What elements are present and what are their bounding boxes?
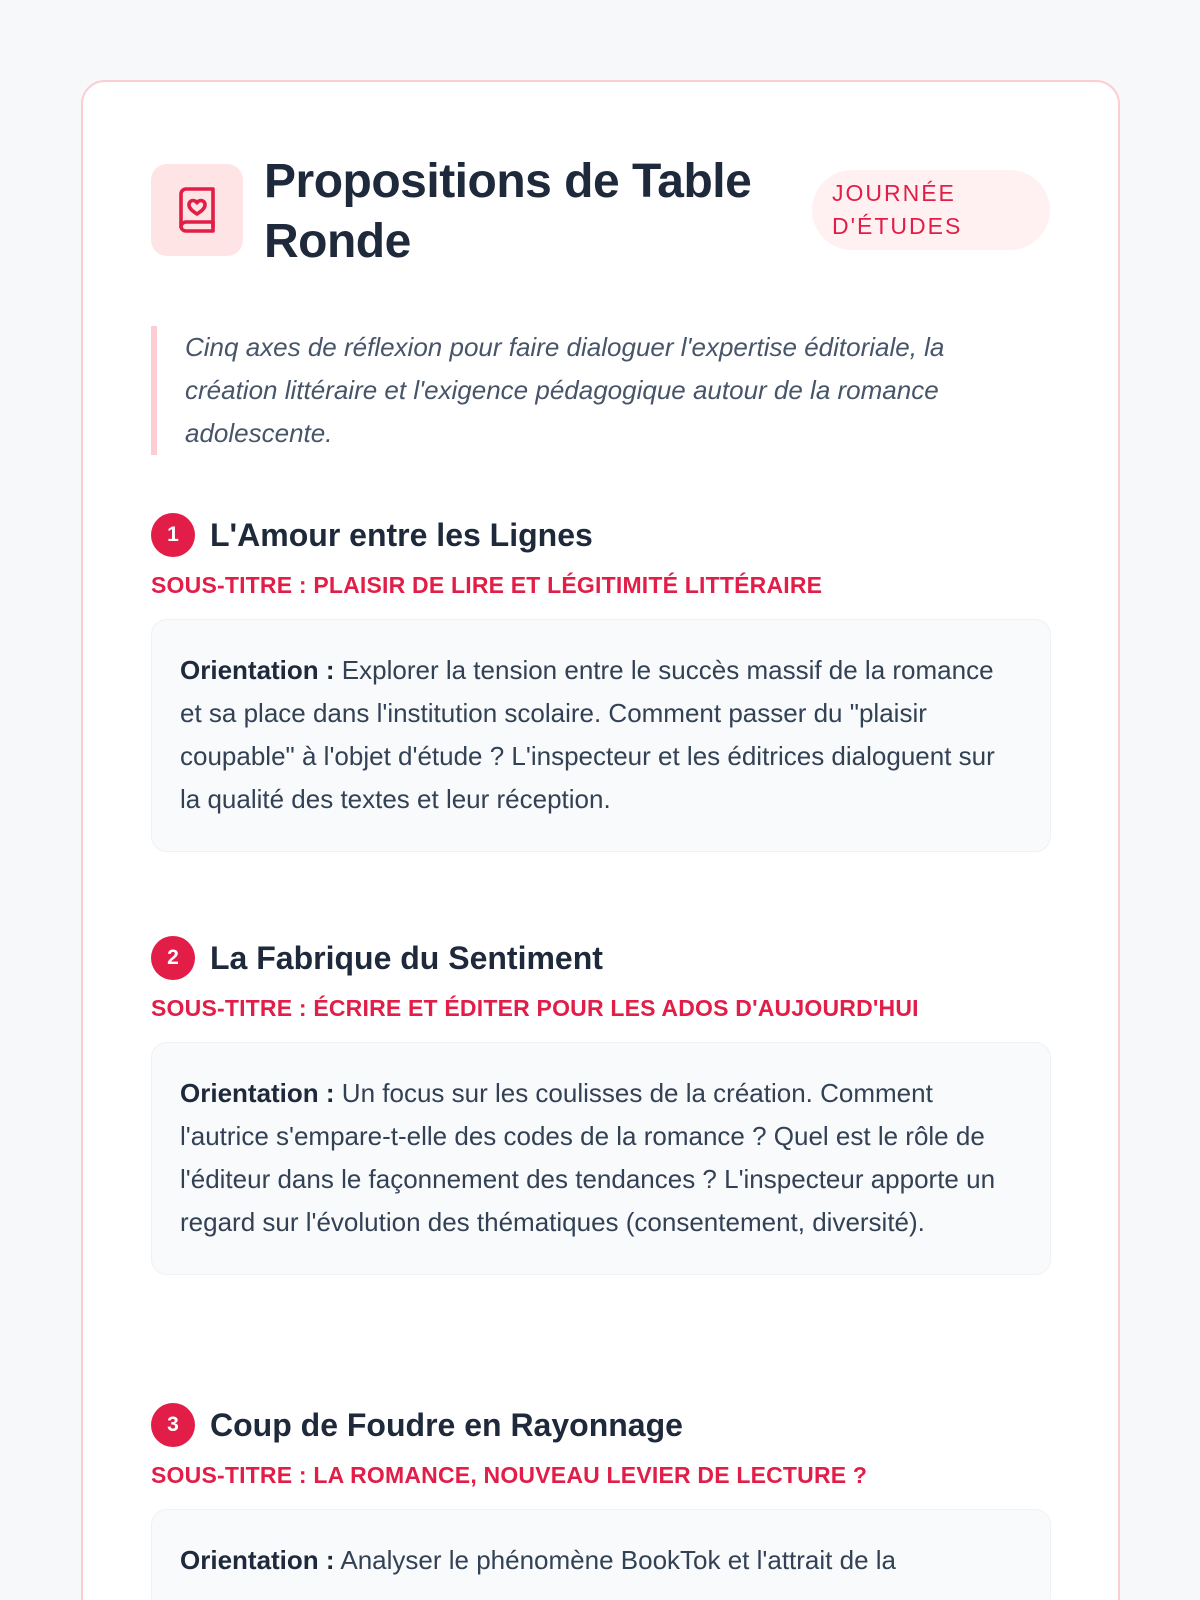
section-2 [151, 935, 1051, 1275]
main-card [81, 80, 1120, 1600]
orientation-text: Analyser le phénomène BookTok et l'attrait de la [340, 1545, 896, 1575]
badge-line-1: JOURNÉE [832, 180, 956, 206]
orientation-box [151, 1509, 1051, 1600]
book-heart-icon [151, 164, 243, 256]
section-header [151, 935, 1051, 981]
section-header [151, 512, 1051, 558]
section-3 [151, 1402, 1051, 1600]
orientation-label: Orientation : [180, 1078, 335, 1108]
section-title: La Fabrique du Sentiment [210, 939, 603, 976]
orientation-box [151, 1042, 1051, 1275]
orientation-label: Orientation : [180, 1545, 335, 1575]
section-subtitle: SOUS-TITRE : PLAISIR DE LIRE ET LÉGITIMITÉ LITTÉRAIRE [151, 572, 823, 598]
orientation-label: Orientation : [180, 655, 335, 685]
orientation-text: Explorer la tension entre le succès massif de la romance et sa place dans l'institution scolaire. Comment passer du "plaisir coupable" à l'objet d'étude ? L'inspecteur et les éditrices dialoguent sur la qualité des textes et leur réception. [180, 655, 995, 814]
section-title: Coup de Foudre en Rayonnage [210, 1406, 683, 1443]
section-title: L'Amour entre les Lignes [210, 516, 593, 553]
section-subtitle: SOUS-TITRE : ÉCRIRE ET ÉDITER POUR LES ADOS D'AUJOURD'HUI [151, 995, 919, 1021]
event-type-badge [812, 170, 1050, 250]
header [151, 152, 1050, 272]
orientation-text: Un focus sur les coulisses de la création. Comment l'autrice s'empare-t-elle des codes de la romance ? Quel est le rôle de l'éditeur dans le façonnement des tendances ? L'inspecteur apporte un regard sur l'évolution des thématiques (consentement, diversité). [180, 1078, 996, 1237]
page-title: Propositions de Table Ronde [264, 155, 752, 268]
section-header [151, 1402, 1051, 1448]
badge-line-2: D'ÉTUDES [832, 213, 963, 239]
section-number-badge: 3 [151, 1403, 195, 1447]
section-number-badge: 1 [151, 513, 195, 557]
orientation-box [151, 619, 1051, 852]
section-number-badge: 2 [151, 936, 195, 980]
section-subtitle: SOUS-TITRE : LA ROMANCE, NOUVEAU LEVIER DE LECTURE ? [151, 1462, 868, 1488]
section-1 [151, 512, 1051, 852]
intro-quote: Cinq axes de réflexion pour faire dialoguer l'expertise éditoriale, la création littéraire et l'exigence pédagogique autour de la romance adolescente. [151, 326, 1031, 455]
